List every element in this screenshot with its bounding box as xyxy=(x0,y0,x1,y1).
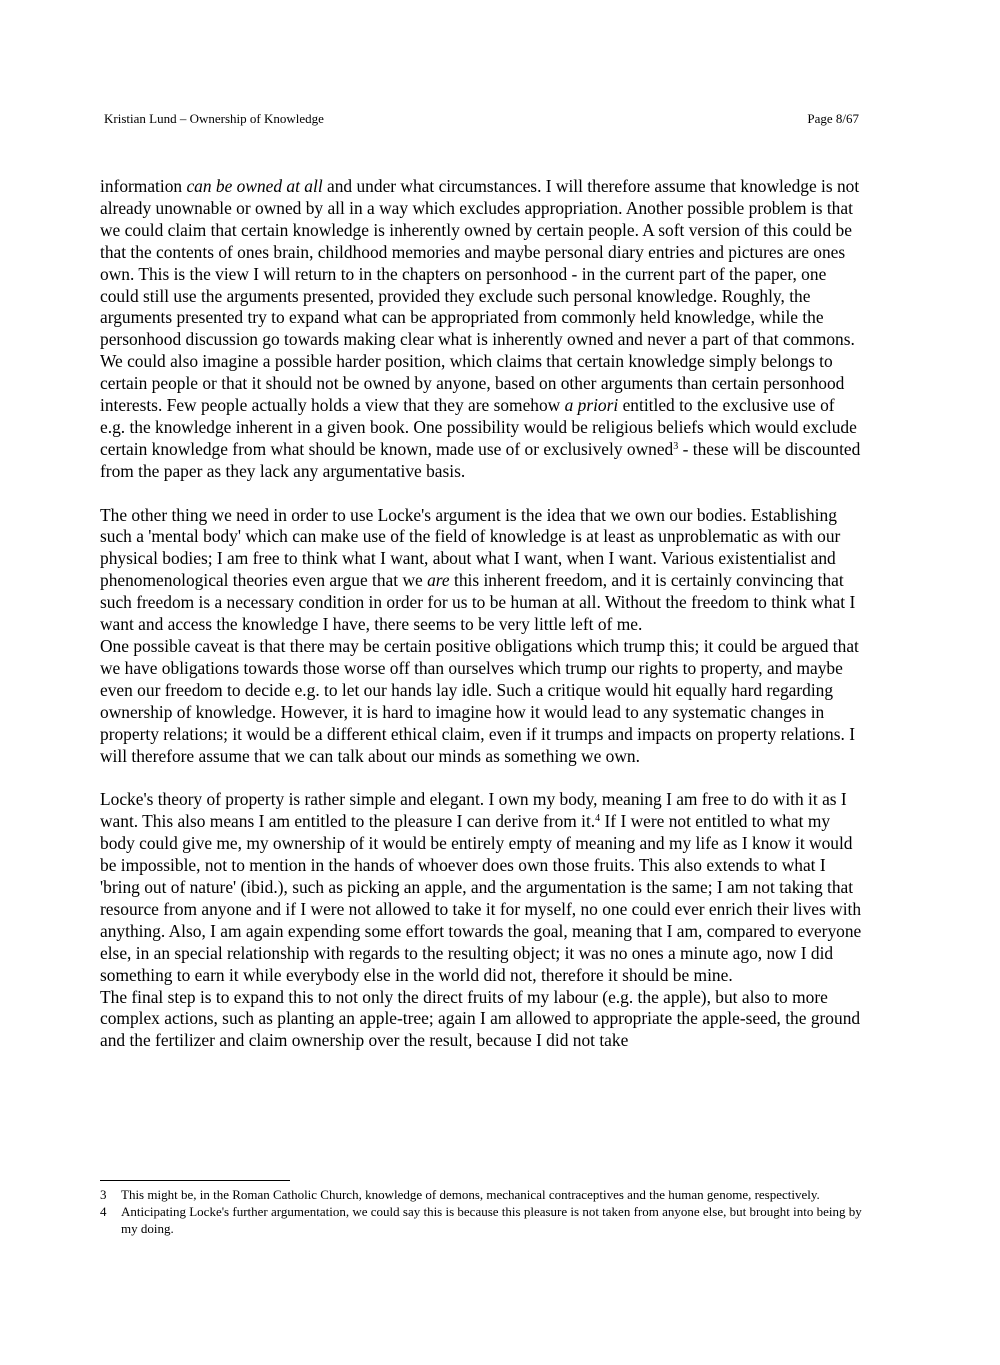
footnote-ref[interactable]: 3 xyxy=(673,440,679,452)
page-number: Page 8/67 xyxy=(807,111,859,126)
footnote xyxy=(100,1203,862,1237)
body-text xyxy=(100,176,862,1052)
page-header xyxy=(104,111,859,129)
footnote-divider xyxy=(100,1180,290,1181)
emphasis: can be owned at all xyxy=(186,176,323,196)
footnote xyxy=(100,1186,862,1203)
paragraph: The final step is to expand this to not only the direct fruits of my labour (e.g. the apple), but also to more complex actions, such as planting an apple-tree; again I am allowed to appropriate the apple-seed, the ground and the fertilizer and claim ownership over the result, because I did not take xyxy=(100,986,861,1051)
emphasis: are xyxy=(427,570,450,591)
footnotes xyxy=(100,1186,862,1237)
paragraph: One possible caveat is that there may be certain positive obligations which trump this; it could be argued that we have obligations towards those worse off than ourselves which trump our rights to property, and maybe even our freedom to decide e.g. to let our hands lay idle. Such a critique would hit equally hard regarding ownership of knowledge. However, it is hard to imagine how it would lead to any systematic changes in property relations; it would be a different ethical claim, even if it trumps and impacts on property relations. I will therefore assume that we can talk about our minds as something we own. xyxy=(100,636,859,766)
footnote-number: 3 xyxy=(100,1187,107,1202)
header-title: Kristian Lund – Ownership of Knowledge xyxy=(104,111,324,126)
paragraph: The other thing we need in order to use Locke's argument is the idea that we own our bodies. Establishing such a 'mental body' which can make use of the field of knowledge is at least as unproblematic as with our physical bodies; I am free to think what I want, about what I want, when I want. Various existentialist and phenomenological theories even argue that we are this inherent freedom, and it is certainly convincing that such freedom is a necessary condition in order for us to be human at all. Without the freedom to think what I want and access the knowledge I have, there seems to be very little left of me. xyxy=(100,504,856,635)
emphasis: a priori xyxy=(564,395,619,416)
footnote-text: This might be, in the Roman Catholic Church, knowledge of demons, mechanical contraceptives and the human genome, respectively. xyxy=(121,1187,820,1202)
footnote-text: Anticipating Locke's further argumentation, we could say this is because this pleasure is not taken from anyone else, but brought into being by my doing. xyxy=(121,1204,862,1236)
paragraph: We could also imagine a possible harder position, which claims that certain knowledge simply belongs to certain people or that it should not be owned by anyone, based on other arguments than certain personhood interests. Few people actually holds a view that they are somehow a priori entitled to the exclusive use of e.g. the knowledge inherent in a given book. One possibility would be religious beliefs which would exclude certain knowledge from what should be known, made use of or exclusively owned$^3$ - these will be discounted from the paper as they lack any argumentative basis. xyxy=(100,351,861,481)
paragraph: Locke's theory of property is rather simple and elegant. I own my body, meaning I am free to do with it as I want. This also means I am entitled to the pleasure I can derive from it.$^4$ If I were not entitled to what my body could give me, my ownership of it would be entirely empty of meaning and my life as I know it would be impossible, not to mention in the hands of whoever does own those fruits. This also extends to what I 'bring out of nature' (ibid.), such as picking an apple, and the argumentation is the same; I am not taking that resource from anyone and if I were not allowed to take it for myself, no one could ever enrich their lives with anything. Also, I am again expending some effort towards the goal, meaning that I am, compared to everyone else, in an special relationship with regards to the resulting object; it was no ones a minute ago, now I did something to earn it while everybody else in the world did not, therefore it should be mine. xyxy=(100,789,862,985)
footnote-ref[interactable]: 4 xyxy=(595,813,601,825)
paragraph: information can be owned at all and under what circumstances. I will therefore assume that knowledge is not already unownable or owned by all in a way which excludes appropriation. Another possible problem is that we could claim that certain knowledge is inherently owned by certain people. A soft version of this could be that the contents of ones brain, childhood memories and maybe personal diary entries and pictures are ones own. This is the view I will return to in the chapters on personhood - in the current part of the paper, one could still use the arguments presented, provided they exclude such personal knowledge. Roughly, the arguments presented try to expand what can be appropriated from commonly held knowledge, while the personhood discussion go towards making clear what is inherently owned and never a part of that commons. xyxy=(100,176,860,350)
footnote-number: 4 xyxy=(100,1204,107,1219)
